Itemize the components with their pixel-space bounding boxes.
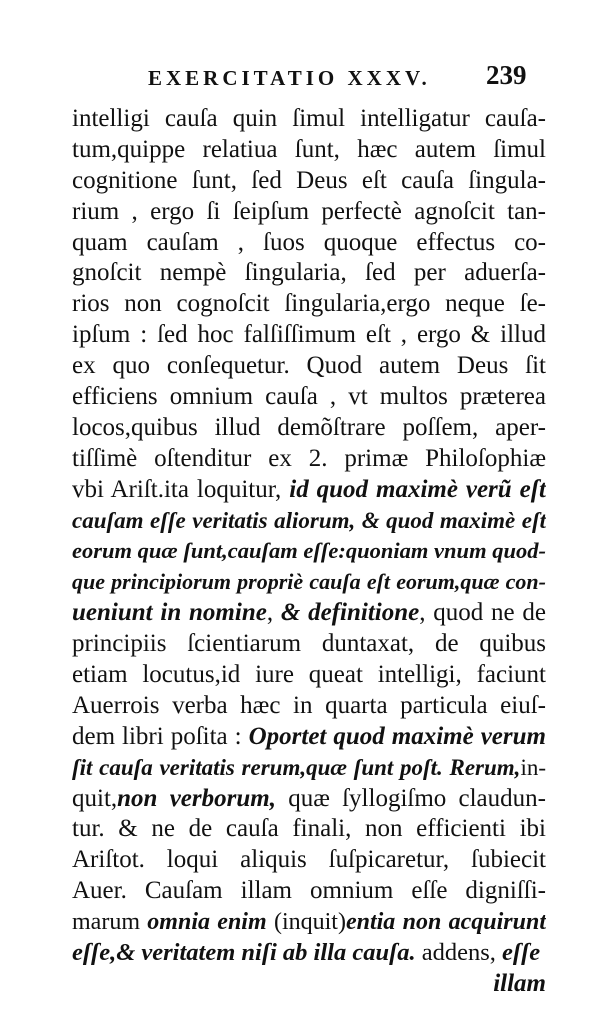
text-line	[72, 289, 546, 320]
text-segment: Auerrois verba hæc in quarta particula eiuſ-	[72, 691, 546, 719]
text-line	[72, 722, 546, 753]
italic-quotation: ueniunt in nomine	[72, 599, 267, 627]
text-segment: quæ ſyllogiſmo claudun-	[275, 784, 546, 812]
text-segment: etiam locutus,id iure queat intelligi, faciunt	[72, 661, 546, 689]
text-segment: quit,	[72, 784, 118, 812]
italic-quotation: ſit cauſa veritatis rerum,quæ ſunt poſt. Rerum,	[72, 754, 521, 780]
text-segment: (inquit)	[266, 909, 346, 936]
text-line	[72, 691, 546, 722]
text-line	[72, 629, 546, 660]
text-segment: Ariſtot. loqui aliquis ſuſpicaretur, ſubiecit	[72, 846, 546, 874]
text-segment: quam cauſam , ſuos quoque effectus co-	[72, 228, 546, 256]
text-segment: gnoſcit nempè ſingularia, ſed per aduerſa-	[72, 259, 546, 287]
italic-quotation: eſſe	[502, 939, 541, 967]
italic-quotation: non verborum,	[117, 784, 276, 812]
italic-quotation: eorum quæ ſunt,cauſam eſſe:quoniam vnum quod-	[72, 538, 546, 564]
text-line	[72, 320, 546, 351]
text-segment: ex quo conſequetur. Quod autem Deus ſit	[72, 352, 546, 380]
text-segment: tur. & ne de cauſa finali, non efficienti ibi	[72, 815, 546, 843]
text-line	[72, 228, 546, 259]
text-line	[72, 135, 546, 166]
text-line	[72, 166, 546, 197]
text-line	[72, 475, 546, 506]
text-line	[72, 258, 546, 289]
text-line	[72, 598, 546, 629]
text-line	[72, 351, 546, 382]
text-line	[72, 382, 546, 413]
text-segment: ipſum : ſed hoc falſiſſimum eſt , ergo & illud	[72, 321, 546, 349]
text-segment: tum,quippe relatiua ſunt, hæc autem ſimul	[72, 135, 546, 163]
text-line	[72, 506, 546, 537]
text-line	[72, 784, 546, 815]
italic-quotation: eſſe,& veritatem niſi ab illa cauſa.	[72, 939, 416, 967]
text-line	[72, 845, 546, 876]
page-header	[148, 60, 548, 94]
text-segment: , quod ne de	[419, 599, 546, 627]
text-segment: efficiens omnium cauſa , vt multos præterea	[72, 383, 546, 411]
running-head: EXERCITATIO XXXV.	[148, 66, 431, 90]
text-segment: cognitione ſunt, ſed Deus eſt cauſa ſingula-	[72, 166, 546, 194]
text-segment: addens,	[415, 939, 503, 967]
text-segment: intelligi cauſa quin ſimul intelligatur cauſa-	[72, 105, 546, 132]
text-segment: marum	[72, 909, 148, 936]
text-line	[72, 660, 546, 691]
text-line	[72, 814, 546, 845]
text-line	[72, 413, 546, 444]
text-segment: ,	[266, 599, 281, 627]
text-line	[72, 197, 546, 228]
italic-quotation: omnia enim	[147, 909, 267, 936]
text-line	[72, 753, 546, 784]
text-segment: principiis ſcientiarum duntaxat, de quibus	[72, 630, 546, 658]
text-line	[72, 876, 546, 907]
text-line	[72, 907, 546, 938]
italic-quotation: & definitione	[280, 599, 420, 627]
text-line	[72, 536, 546, 567]
body-text	[72, 104, 546, 1000]
italic-quotation: que principiorum propriè cauſa eſt eorum,quæ con-	[72, 569, 546, 595]
text-line	[72, 567, 546, 598]
text-segment: tiſſimè oſtenditur ex 2. primæ Philoſophiæ	[72, 444, 546, 472]
text-segment: vbi Ariſt.ita loquitur,	[72, 475, 290, 503]
text-segment: rium , ergo ſi ſeipſum perfectè agnoſcit tan-	[72, 197, 546, 225]
text-segment: rios non cognoſcit ſingularia,ergo neque ſe-	[72, 290, 546, 318]
text-segment: in-	[520, 754, 546, 780]
text-line	[72, 938, 546, 969]
italic-quotation: illam	[493, 969, 546, 997]
text-segment: locos,quibus illud demõſtrare poſſem, aper-	[72, 413, 546, 441]
text-segment: Auer. Cauſam illam omnium eſſe digniſſi-	[72, 877, 546, 905]
text-line	[72, 104, 546, 135]
italic-quotation: id quod maximè verũ eſt	[289, 475, 546, 503]
text-segment: dem libri poſita :	[72, 722, 249, 750]
page-number: 239	[486, 60, 527, 90]
italic-quotation: cauſam eſſe veritatis aliorum, & quod maximè eſt	[72, 507, 546, 533]
italic-quotation: entia non acquirunt	[345, 909, 546, 936]
italic-quotation: Oportet quod maximè verum	[248, 722, 546, 750]
text-line	[72, 444, 546, 475]
text-line	[72, 969, 546, 1000]
